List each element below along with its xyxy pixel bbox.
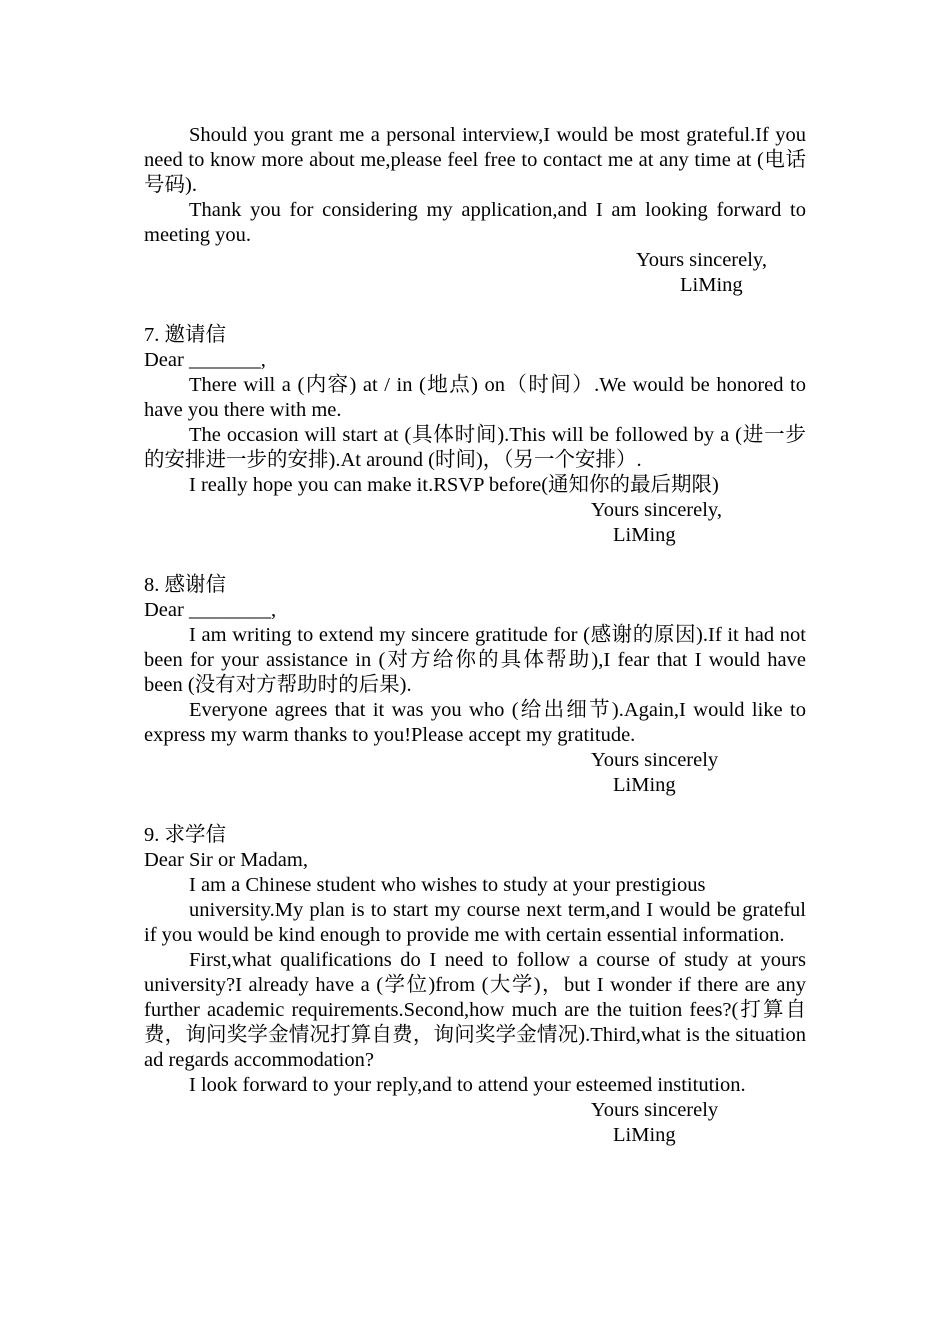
salutation: Dear Sir or Madam, bbox=[144, 849, 308, 871]
section-heading: 7. 邀请信 bbox=[144, 324, 226, 346]
paragraph: Should you grant me a personal interview,I would be most grateful.If you need to know more about me,please feel free to contact me at any time at (电话号码). bbox=[144, 124, 806, 196]
closing: Yours sincerely bbox=[591, 1099, 719, 1121]
paragraph: I look forward to your reply,and to attend your esteemed institution. bbox=[189, 1074, 746, 1096]
signature-name: LiMing bbox=[680, 274, 743, 296]
paragraph: First,what qualifications do I need to follow a course of study at yours university?I already have a (学位)from (大学)，but I wonder if there are any further academic requirements.Second,how much are the tuition fees?(打算自费，询问奖学金情况打算自费，询问奖学金情况).Third,what is the situation ad regards accommodation? bbox=[144, 949, 806, 1071]
signature-name: LiMing bbox=[613, 774, 676, 796]
closing: Yours sincerely, bbox=[591, 499, 722, 521]
section-heading: 8. 感谢信 bbox=[144, 574, 226, 596]
paragraph: The occasion will start at (具体时间).This will be followed by a (进一步的安排进一步的安排).At around (时间)，（另一个安排）. bbox=[144, 424, 806, 471]
blank-line bbox=[144, 298, 806, 323]
paragraph: university.My plan is to start my course next term,and I would be grateful if you would be kind enough to provide me with certain essential information. bbox=[144, 899, 806, 946]
section-heading: 9. 求学信 bbox=[144, 824, 226, 846]
salutation: Dear _______, bbox=[144, 349, 266, 371]
paragraph: There will a (内容) at / in (地点) on（时间）.We would be honored to have you there with me. bbox=[144, 374, 806, 421]
closing: Yours sincerely bbox=[591, 749, 719, 771]
paragraph: I am a Chinese student who wishes to study at your prestigious bbox=[189, 874, 706, 896]
document-page bbox=[144, 123, 806, 1148]
paragraph: I am writing to extend my sincere gratitude for (感谢的原因).If it had not been for your assistance in (对方给你的具体帮助),I fear that I would have been (没有对方帮助时的后果). bbox=[144, 624, 806, 696]
signature-name: LiMing bbox=[613, 524, 676, 546]
closing: Yours sincerely, bbox=[636, 249, 767, 271]
paragraph: Thank you for considering my application,and I am looking forward to meeting you. bbox=[144, 199, 806, 246]
paragraph: Everyone agrees that it was you who (给出细节).Again,I would like to express my warm thanks to you!Please accept my gratitude. bbox=[144, 699, 806, 746]
blank-line bbox=[144, 548, 806, 573]
signature-name: LiMing bbox=[613, 1124, 676, 1146]
salutation: Dear ________, bbox=[144, 599, 277, 621]
paragraph: I really hope you can make it.RSVP before(通知你的最后期限) bbox=[189, 474, 719, 496]
blank-line bbox=[144, 798, 806, 823]
